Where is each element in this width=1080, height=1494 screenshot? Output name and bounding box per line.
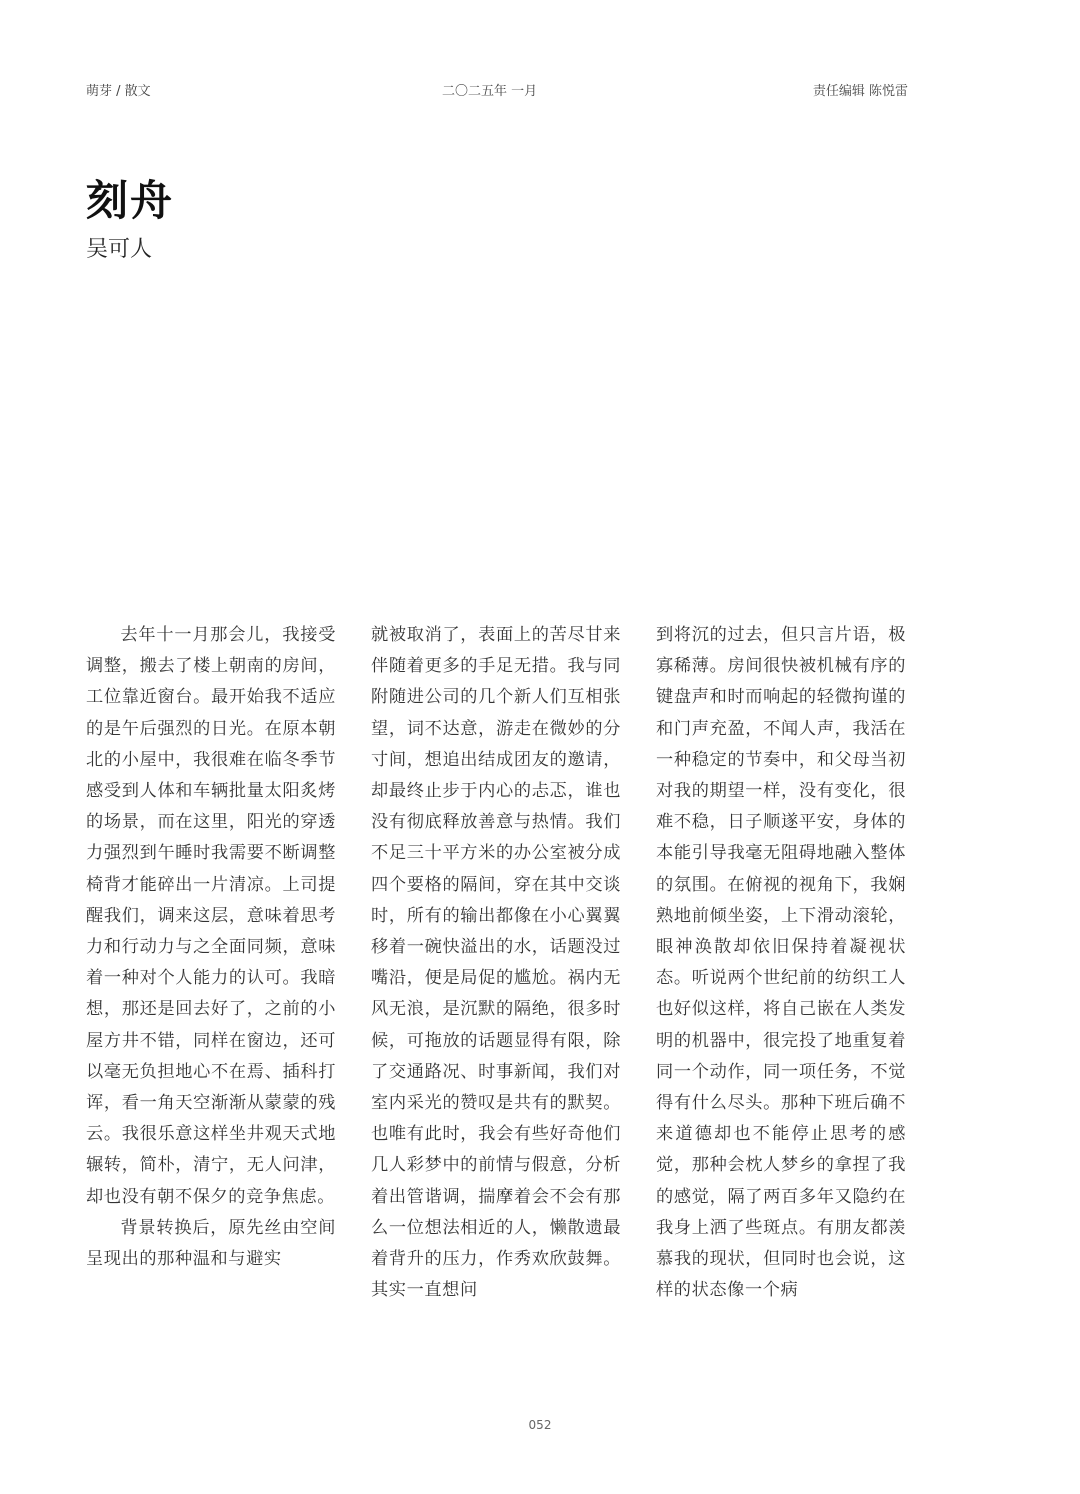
paragraph: 去年十一月那会儿，我接受调整，搬去了楼上朝南的房间，工位靠近窗台。最开始我不适应的是午后强烈的日光。在原本朝北的小屋中，我很难在临冬季节感受到人体和车辆批量太阳炙烤的场景，而在这里，阳光的穿透力强烈到午睡时我需要不断调整椅背才能碎出一片清凉。上司提醒我们，调来这层，意味着思考力和行动力与之全面同频，意味着一种对个人能力的认可。我暗想，那还是回去好了，之前的小屋方井不错，同样在窗边，还可以毫无负担地心不在焉、插科打诨，看一角天空渐渐从蒙蒙的残云。我很乐意这样坐井观天式地辗转，简朴，清宁，无人问津，却也没有朝不保夕的竞争焦虑。 bbox=[86, 625, 336, 1207]
header-date: 二〇二五年 一月 bbox=[442, 84, 538, 99]
article-author: 吴可人 bbox=[86, 237, 153, 262]
paragraph: 就被取消了，表面上的苦尽甘来伴随着更多的手足无措。我与同附随进公司的几个新人们互相张望，词不达意，游走在微妙的分寸间，想追出结成团友的邀请，却最终止步于内心的忐忑，谁也没有彻底释放善意与热情。我们不足三十平方米的办公室被分成四个要格的隔间，穿在其中交谈时，所有的输出都像在小心翼翼移着一碗快溢出的水，话题没过嘴沿，便是局促的尴尬。祸内无风无浪，是沉默的隔绝，很多时候，可拖放的话题显得有限，除了交通路况、时事新闻，我们对室内采光的赞叹是共有的默契。也唯有此时，我会有些好奇他们几人彩梦中的前情与假意，分析着出管谐调，揣摩着会不会有那么一位想法相近的人，懒散遗最着背升的压力，作秀欢欣鼓舞。其实一直想问 bbox=[371, 625, 621, 1301]
text-column-1 bbox=[86, 620, 336, 1275]
text-column-2 bbox=[371, 620, 621, 1306]
paragraph: 到将沉的过去，但只言片语，极寡稀薄。房间很快被机械有序的键盘声和时而响起的轻微拘谨的和门声充盈，不闻人声，我活在一种稳定的节奏中，和父母当初对我的期望一样，没有变化，很难不稳，日子顺遂平安，身体的本能引导我毫无阻碍地融入整体的氛围。在俯视的视角下，我娴熟地前倾坐姿，上下滑动滚轮，眼神涣散却依旧保持着凝视状态。听说两个世纪前的纺织工人也好似这样，将自己嵌在人类发明的机器中，很完投了地重复着同一个动作，同一项任务，不觉得有什么尽头。那种下班后确不来道德却也不能停止思考的感觉，那种会枕人梦乡的拿捏了我的感觉，隔了两百多年又隐约在我身上洒了些斑点。有朋友都羡慕我的现状，但同时也会说，这样的状态像一个病 bbox=[656, 625, 906, 1301]
paragraph: 背景转换后，原先丝由空间呈现出的那种温和与避实 bbox=[86, 1217, 336, 1270]
header-section: 萌芽 / 散文 bbox=[86, 84, 151, 99]
header-editor: 责任编辑 陈悦雷 bbox=[812, 84, 908, 99]
page-number: 052 bbox=[528, 1418, 552, 1432]
article-title: 刻舟 bbox=[86, 176, 175, 225]
running-header bbox=[86, 80, 908, 104]
text-column-3 bbox=[656, 620, 906, 1306]
